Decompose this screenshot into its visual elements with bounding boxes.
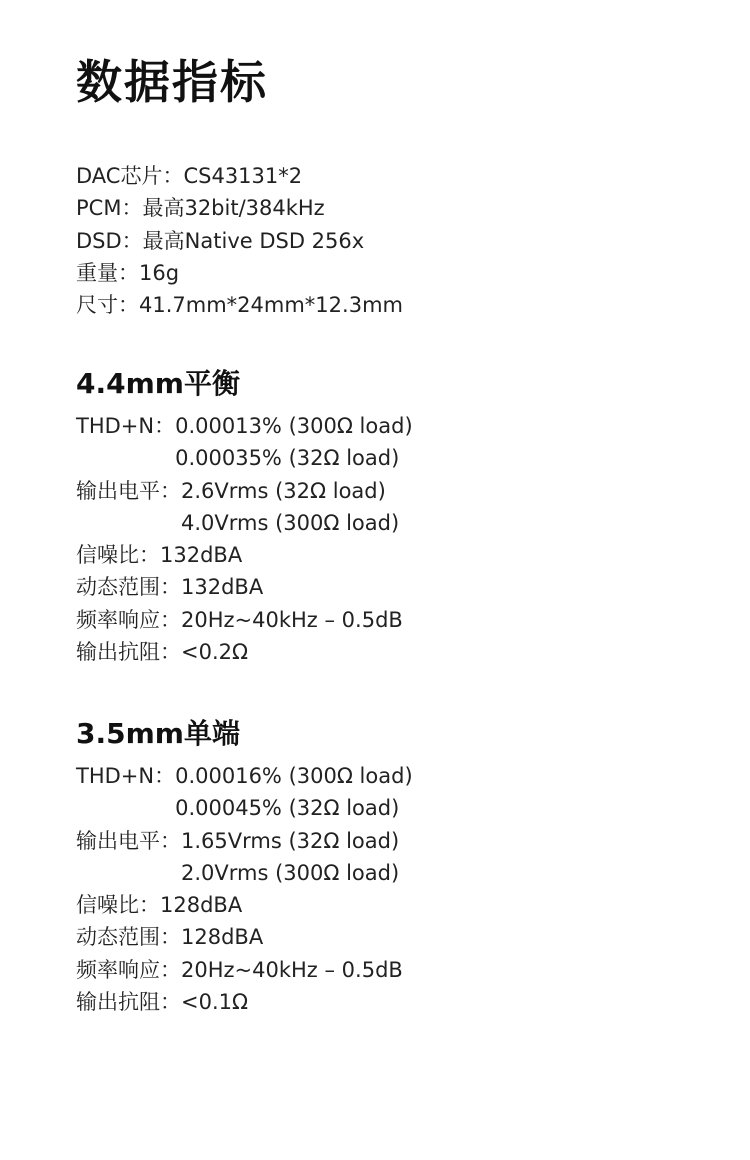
spec-value: 2.0Vrms (300Ω load) bbox=[181, 860, 400, 885]
spec-values bbox=[175, 760, 413, 825]
spec-label: 输出电平： bbox=[76, 828, 181, 853]
spec-label: THD+N： bbox=[76, 414, 176, 438]
spec-row bbox=[76, 410, 413, 475]
spec-row bbox=[76, 571, 413, 603]
spec-row bbox=[76, 257, 403, 289]
spec-value: 4.0Vrms (300Ω load) bbox=[181, 510, 400, 535]
spec-value: 132dBA bbox=[181, 575, 264, 600]
spec-row bbox=[76, 921, 413, 953]
spec-value: 128dBA bbox=[181, 925, 264, 950]
spec-values bbox=[139, 289, 403, 321]
spec-values bbox=[181, 604, 403, 636]
spec-values bbox=[181, 921, 263, 953]
spec-row bbox=[76, 539, 413, 571]
spec-row bbox=[76, 604, 413, 636]
spec-values bbox=[175, 410, 413, 475]
spec-label: 信噪比： bbox=[76, 893, 160, 918]
spec-values bbox=[181, 475, 399, 540]
spec-values bbox=[142, 192, 324, 224]
spec-row bbox=[76, 760, 413, 825]
spec-value: 132dBA bbox=[160, 543, 243, 568]
spec-label: 重量： bbox=[76, 260, 139, 285]
spec-values bbox=[183, 160, 302, 192]
spec-value: 16g bbox=[139, 260, 180, 285]
spec-values bbox=[181, 954, 403, 986]
spec-label: 尺寸： bbox=[76, 293, 139, 318]
spec-label: 信噪比： bbox=[76, 543, 160, 568]
spec-row bbox=[76, 636, 413, 668]
single-ended-section bbox=[76, 714, 413, 1018]
spec-row bbox=[76, 475, 413, 540]
single-ended-spec-list bbox=[76, 760, 413, 1018]
spec-values bbox=[139, 257, 179, 289]
spec-label: 动态范围： bbox=[76, 925, 181, 950]
spec-value: 0.00013% (300Ω load) bbox=[175, 414, 413, 438]
spec-row bbox=[76, 192, 403, 224]
spec-label: THD+N： bbox=[76, 764, 176, 788]
spec-label: DSD： bbox=[76, 228, 143, 253]
spec-values bbox=[143, 225, 365, 257]
spec-row bbox=[76, 289, 403, 321]
spec-value: 41.7mm*24mm*12.3mm bbox=[139, 293, 403, 318]
spec-values bbox=[181, 571, 263, 603]
spec-row bbox=[76, 986, 413, 1018]
spec-label: 输出抗阻： bbox=[76, 640, 181, 665]
spec-row bbox=[76, 889, 413, 921]
balanced-heading: 4.4mm平衡 bbox=[76, 367, 240, 400]
spec-value: 0.00045% (32Ω load) bbox=[175, 796, 400, 821]
spec-label: PCM： bbox=[76, 196, 143, 221]
spec-value: 1.65Vrms (32Ω load) bbox=[181, 828, 400, 853]
spec-value: 128dBA bbox=[160, 893, 243, 918]
spec-row bbox=[76, 160, 403, 192]
spec-value: 0.00016% (300Ω load) bbox=[175, 764, 413, 788]
spec-value: 最高32bit/384kHz bbox=[142, 196, 325, 221]
spec-values bbox=[181, 636, 248, 668]
spec-value: <0.1Ω bbox=[181, 990, 249, 1015]
spec-value: 20Hz~40kHz – 0.5dB bbox=[181, 957, 403, 982]
spec-row bbox=[76, 825, 413, 890]
single-ended-heading: 3.5mm单端 bbox=[76, 717, 240, 750]
spec-values bbox=[181, 986, 248, 1018]
spec-label: DAC芯片： bbox=[76, 164, 184, 188]
spec-row bbox=[76, 954, 413, 986]
spec-values bbox=[160, 539, 242, 571]
spec-label: 动态范围： bbox=[76, 575, 181, 600]
page-title: 数据指标 bbox=[76, 55, 268, 109]
spec-label: 输出电平： bbox=[76, 478, 181, 503]
spec-value: 0.00035% (32Ω load) bbox=[175, 446, 400, 471]
balanced-section bbox=[76, 364, 413, 668]
balanced-spec-list bbox=[76, 410, 413, 668]
spec-value: <0.2Ω bbox=[181, 640, 249, 665]
spec-row bbox=[76, 225, 403, 257]
spec-label: 频率响应： bbox=[76, 957, 181, 982]
spec-values bbox=[160, 889, 242, 921]
spec-value: 最高Native DSD 256x bbox=[142, 228, 365, 253]
spec-value: CS43131*2 bbox=[183, 164, 303, 188]
spec-value: 20Hz~40kHz – 0.5dB bbox=[181, 607, 403, 632]
spec-label: 频率响应： bbox=[76, 607, 181, 632]
spec-label: 输出抗阻： bbox=[76, 990, 181, 1015]
spec-value: 2.6Vrms (32Ω load) bbox=[181, 478, 386, 503]
spec-values bbox=[181, 825, 399, 890]
general-specs bbox=[76, 160, 403, 321]
